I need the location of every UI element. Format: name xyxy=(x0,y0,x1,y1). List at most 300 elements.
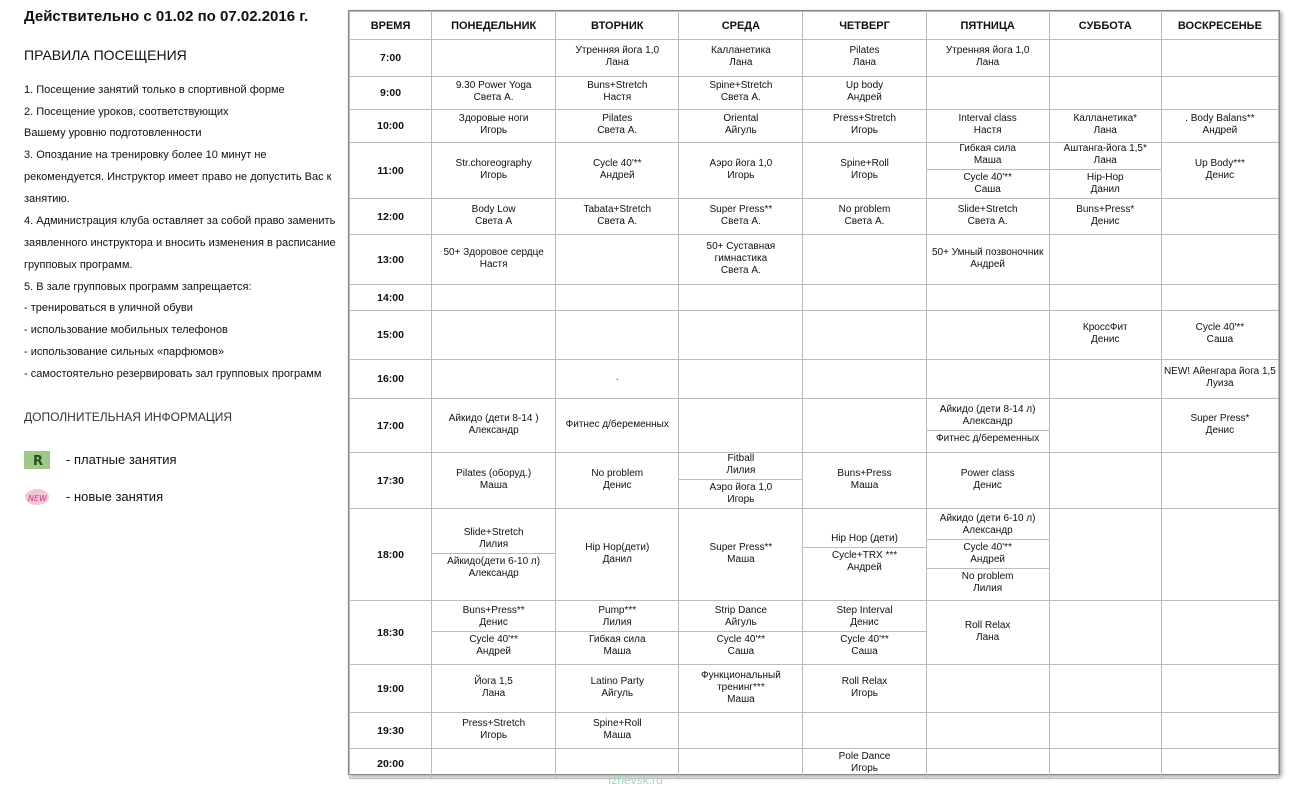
class-name: Body Low xyxy=(471,203,516,215)
instructor-name: Денис xyxy=(1091,334,1120,345)
instructor-name: Саша xyxy=(1206,334,1234,345)
instructor-name: Андрей xyxy=(476,646,512,657)
class-cell xyxy=(432,110,556,143)
instructor-name: Андрей xyxy=(970,258,1006,270)
instructor-name: Андрей xyxy=(847,562,882,573)
class-cell xyxy=(1161,713,1278,749)
class-name: Up Body*** xyxy=(1194,157,1245,169)
class-name: No problem xyxy=(591,467,644,479)
class-cell xyxy=(556,601,679,665)
rule-line: рекомендуется. Инструктор имеет право не допустить Вас к xyxy=(24,171,332,183)
rule-line: заявленного инструктора и вносить изменения в расписание xyxy=(24,237,336,249)
instructor-name: Айгуль xyxy=(601,687,634,699)
class-name: Spine+Roll xyxy=(592,717,642,729)
header-cell: ВТОРНИК xyxy=(556,12,679,40)
class-entry xyxy=(432,631,555,658)
class-cell xyxy=(1161,285,1278,311)
class-cell xyxy=(803,601,926,665)
class-cell xyxy=(926,665,1049,713)
class-cell xyxy=(1049,199,1161,235)
class-name: Buns+Press xyxy=(837,467,892,479)
instructor-name: Лана xyxy=(1093,155,1117,166)
class-entry xyxy=(556,419,678,431)
class-name: Pilates xyxy=(849,45,880,56)
rule-line: 2. Посещение уроков, соответствующих xyxy=(24,106,229,118)
instructor-name: Андрей xyxy=(970,553,1006,565)
class-cell xyxy=(803,143,926,199)
instructor-name: Александр xyxy=(468,568,519,579)
class-cell xyxy=(803,110,926,143)
class-entry xyxy=(556,676,678,700)
class-cell xyxy=(679,285,803,311)
instructor-name: Настя xyxy=(973,125,1002,136)
rules-panel xyxy=(0,0,340,789)
class-cell xyxy=(679,199,803,235)
instructor-name: Настя xyxy=(603,92,632,103)
class-entry xyxy=(432,468,555,492)
instructor-name: Денис xyxy=(1091,215,1120,227)
class-entry xyxy=(679,45,802,69)
schedule-row xyxy=(350,199,1279,235)
class-cell xyxy=(803,235,926,285)
class-name: Hip Hop (дети) xyxy=(831,533,898,544)
class-cell xyxy=(556,399,679,453)
class-entry xyxy=(1050,204,1161,228)
class-cell xyxy=(679,399,803,453)
instructor-name: Александр xyxy=(468,424,519,436)
class-cell xyxy=(556,77,679,110)
class-entry xyxy=(803,631,925,658)
class-name: Айкидо (дети 8-14 ) xyxy=(448,412,539,424)
class-cell xyxy=(679,77,803,110)
class-entry xyxy=(803,751,925,775)
class-cell xyxy=(432,749,556,779)
class-name: . Body Balans** xyxy=(1185,113,1255,124)
svg-text:NEW: NEW xyxy=(28,494,47,503)
class-cell xyxy=(803,285,926,311)
class-name: Up body xyxy=(845,80,884,91)
class-cell xyxy=(803,509,926,601)
class-entry xyxy=(803,204,925,228)
instructor-name: Денис xyxy=(1205,169,1235,181)
class-cell xyxy=(926,285,1049,311)
instructor-name: Лана xyxy=(729,57,753,68)
class-cell xyxy=(1049,665,1161,713)
class-entry xyxy=(556,113,678,137)
class-cell xyxy=(556,143,679,199)
class-entry xyxy=(556,605,678,629)
class-name: 9.30 Power Yoga xyxy=(455,80,532,91)
instructor-name: Света А. xyxy=(720,92,761,103)
instructor-name: Денис xyxy=(973,479,1002,491)
class-cell xyxy=(679,665,803,713)
instructor-name: Саша xyxy=(974,184,1001,195)
time-cell: 11:00 xyxy=(350,143,432,199)
class-cell xyxy=(1049,143,1161,199)
class-name: Калланетика xyxy=(711,45,771,56)
class-entry xyxy=(1050,322,1161,346)
class-cell xyxy=(556,110,679,143)
class-cell xyxy=(432,399,556,453)
rule-line: - использование сильных «парфюмов» xyxy=(24,346,225,358)
instructor-name: Луиза xyxy=(1206,378,1234,389)
class-cell xyxy=(1161,360,1278,399)
class-entry xyxy=(927,204,1049,228)
instructor-name: Игорь xyxy=(480,125,508,136)
schedule-row xyxy=(350,235,1279,285)
class-cell xyxy=(432,199,556,235)
instructor-name: Лана xyxy=(976,57,1000,68)
instructor-name: Данил xyxy=(602,553,632,565)
class-name: Super Press** xyxy=(709,541,773,553)
class-name: Фитнес д/беременных xyxy=(936,433,1040,444)
class-entry xyxy=(803,468,925,492)
class-name: No problem xyxy=(961,570,1014,582)
class-name: Cycle 40'** xyxy=(716,634,766,645)
class-entry xyxy=(803,45,925,69)
class-entry xyxy=(432,527,555,551)
time-cell: 16:00 xyxy=(350,360,432,399)
class-cell xyxy=(556,453,679,509)
watermark: Izhevsk.ru xyxy=(608,773,663,787)
class-entry xyxy=(927,169,1049,196)
class-entry xyxy=(556,45,678,69)
class-cell xyxy=(679,749,803,779)
time-cell: 17:30 xyxy=(350,453,432,509)
class-entry xyxy=(556,631,678,658)
time-cell: 13:00 xyxy=(350,235,432,285)
instructor-name: Данил xyxy=(1090,184,1120,195)
rule-line: 1. Посещение занятий только в спортивной форме xyxy=(24,84,285,96)
class-entry xyxy=(679,241,802,277)
class-cell xyxy=(679,311,803,360)
class-cell xyxy=(1049,77,1161,110)
class-cell xyxy=(679,601,803,665)
instructor-name: Света А. xyxy=(720,264,761,276)
class-name: КроссФит xyxy=(1082,322,1128,333)
class-name: Функциональный тренинг*** xyxy=(700,669,781,693)
class-cell xyxy=(803,399,926,453)
class-entry xyxy=(432,247,555,271)
class-name: Здоровые ноги xyxy=(458,113,529,124)
class-name: Hip Hop(дети) xyxy=(585,541,650,553)
class-entry xyxy=(556,542,678,566)
class-entry xyxy=(556,372,678,384)
class-cell xyxy=(1049,40,1161,77)
class-name: Калланетика* xyxy=(1073,113,1138,124)
class-cell xyxy=(803,40,926,77)
class-name: Cycle 40'** xyxy=(469,634,518,645)
instructor-name: Денис xyxy=(850,617,879,628)
class-entry xyxy=(432,676,555,700)
class-cell xyxy=(432,235,556,285)
rules-title: ПРАВИЛА ПОСЕЩЕНИЯ xyxy=(24,47,187,63)
schedule-row xyxy=(350,749,1279,779)
class-cell xyxy=(1161,453,1278,509)
class-entry xyxy=(679,631,802,658)
class-cell xyxy=(1049,713,1161,749)
class-entry xyxy=(1162,413,1278,437)
instructor-name: Саша xyxy=(727,646,755,657)
class-name: Pole Dance xyxy=(838,750,891,762)
class-name: Cycle 40'** xyxy=(963,172,1012,183)
class-name: Cycle 40'** xyxy=(963,541,1012,553)
class-entry xyxy=(432,718,555,742)
class-cell xyxy=(1049,311,1161,360)
additional-info-title: ДОПОЛНИТЕЛЬНАЯ ИНФОРМАЦИЯ xyxy=(24,410,232,424)
class-cell xyxy=(679,509,803,601)
instructor-name: Маша xyxy=(603,729,632,741)
time-cell: 15:00 xyxy=(350,311,432,360)
class-cell xyxy=(1049,749,1161,779)
class-name: Tabata+Stretch xyxy=(583,203,652,215)
rule-line: - самостоятельно резервировать зал групповых программ xyxy=(24,368,322,380)
class-cell xyxy=(926,601,1049,665)
instructor-name: Маша xyxy=(973,155,1002,166)
class-cell xyxy=(432,360,556,399)
class-cell xyxy=(1161,311,1278,360)
instructor-name: Света А. xyxy=(844,215,885,227)
class-entry xyxy=(927,568,1049,595)
class-name: Fitball xyxy=(727,453,755,464)
class-cell xyxy=(1161,509,1278,601)
time-cell: 19:30 xyxy=(350,713,432,749)
class-cell xyxy=(1049,399,1161,453)
class-cell xyxy=(556,713,679,749)
time-cell: 19:00 xyxy=(350,665,432,713)
header-cell: ЧЕТВЕРГ xyxy=(803,12,926,40)
class-name: Oriental xyxy=(723,113,759,124)
class-name: Super Press** xyxy=(709,203,773,215)
class-entry xyxy=(1162,158,1278,182)
header-cell: ПЯТНИЦА xyxy=(926,12,1049,40)
class-name: Buns+Press** xyxy=(462,605,525,616)
legend-paid-text: - платные занятия xyxy=(66,452,177,467)
class-entry xyxy=(432,113,555,137)
time-cell: 17:00 xyxy=(350,399,432,453)
instructor-name: Денис xyxy=(603,479,632,491)
instructor-name: Лана xyxy=(482,687,506,699)
class-name: Айкидо (дети 8-14 л) xyxy=(939,404,1036,415)
instructor-name: Маша xyxy=(479,479,508,491)
rule-line: 4. Администрация клуба оставляет за собой право заменить xyxy=(24,215,336,227)
validity-title: Действительно с 01.02 по 07.02.2016 г. xyxy=(24,8,309,25)
class-cell xyxy=(926,199,1049,235)
class-entry xyxy=(927,143,1049,167)
class-entry xyxy=(679,542,802,566)
instructor-name: Лана xyxy=(852,57,877,68)
class-cell xyxy=(432,143,556,199)
class-cell xyxy=(1161,665,1278,713)
class-name: Pilates xyxy=(602,113,633,124)
class-cell xyxy=(926,453,1049,509)
class-name: Айкидо(дети 6-10 л) xyxy=(447,556,541,567)
class-cell xyxy=(803,665,926,713)
class-name: Утренняя йога 1,0 xyxy=(575,45,660,56)
class-cell xyxy=(926,399,1049,453)
class-cell xyxy=(926,749,1049,779)
time-cell: 7:00 xyxy=(350,40,432,77)
class-entry xyxy=(432,204,555,228)
schedule-row xyxy=(350,665,1279,713)
schedule-row xyxy=(350,509,1279,601)
instructor-name: Маша xyxy=(727,553,755,565)
class-entry xyxy=(803,676,925,700)
instructor-name: Маша xyxy=(603,646,632,657)
instructor-name: Игорь xyxy=(727,494,755,505)
class-name: Hip-Hop xyxy=(1086,172,1124,183)
class-entry xyxy=(556,158,678,182)
instructor-name: Света А xyxy=(475,215,513,227)
rule-line: 5. В зале групповых программ запрещается: xyxy=(24,281,252,293)
instructor-name: Света А. xyxy=(597,215,638,227)
rule-line: занятию. xyxy=(24,193,70,205)
instructor-name: Маша xyxy=(850,479,879,491)
class-cell xyxy=(1161,40,1278,77)
class-cell xyxy=(1049,453,1161,509)
class-entry xyxy=(556,204,678,228)
header-cell: ПОНЕДЕЛЬНИК xyxy=(432,12,556,40)
class-name: 50+ Умный позвоночник xyxy=(931,246,1044,258)
instructor-name: Света А. xyxy=(720,215,761,227)
class-name: NEW! Айенгара йога 1,5 xyxy=(1163,366,1276,377)
instructor-name: Саша xyxy=(851,646,878,657)
time-cell: 12:00 xyxy=(350,199,432,235)
time-cell: 20:00 xyxy=(350,749,432,779)
class-cell xyxy=(679,453,803,509)
instructor-name: Игорь xyxy=(727,169,755,181)
class-entry xyxy=(679,605,802,629)
class-entry xyxy=(927,620,1049,644)
class-cell xyxy=(556,199,679,235)
class-name: Press+Stretch xyxy=(832,113,897,124)
class-cell xyxy=(926,360,1049,399)
class-name: Cycle 40'** xyxy=(1195,322,1245,333)
instructor-name: Игорь xyxy=(851,125,878,136)
legend-new-text: - новые занятия xyxy=(66,489,164,504)
class-name: Press+Stretch xyxy=(462,717,526,729)
class-name: Buns+Stretch xyxy=(587,80,648,91)
header-row xyxy=(350,12,1279,40)
instructor-name: Настя xyxy=(479,258,508,270)
class-cell xyxy=(556,285,679,311)
class-name: Cycle+TRX *** xyxy=(831,550,898,561)
schedule-row xyxy=(350,110,1279,143)
class-name: Roll Relax xyxy=(841,675,888,687)
rule-line: Вашему уровню подготовленности xyxy=(24,127,202,139)
class-entry xyxy=(679,113,802,137)
rule-line: - тренироваться в уличной обуви xyxy=(24,302,193,314)
instructor-name: Игорь xyxy=(480,729,508,741)
instructor-name: Лилия xyxy=(479,539,509,550)
class-name: Cycle 40'** xyxy=(840,634,889,645)
class-cell xyxy=(432,665,556,713)
class-cell xyxy=(1161,77,1278,110)
svg-text:R: R xyxy=(33,454,44,469)
class-cell xyxy=(1161,749,1278,779)
class-name: Pump*** xyxy=(598,605,637,616)
class-cell xyxy=(803,77,926,110)
class-name: Spine+Stretch xyxy=(709,80,773,91)
class-name: . xyxy=(615,372,619,383)
class-entry xyxy=(679,479,802,506)
class-entry xyxy=(927,113,1049,137)
schedule-row xyxy=(350,360,1279,399)
class-cell xyxy=(432,285,556,311)
instructor-name: Лана xyxy=(976,631,1000,643)
instructor-name: Денис xyxy=(479,617,508,628)
instructor-name: Света А. xyxy=(473,92,514,103)
class-entry xyxy=(927,430,1049,445)
schedule-row xyxy=(350,453,1279,509)
rule-line: 3. Опоздание на тренировку более 10 минут не xyxy=(24,149,267,161)
class-cell xyxy=(679,40,803,77)
instructor-name: Денис xyxy=(1205,424,1235,436)
class-cell xyxy=(926,40,1049,77)
class-cell xyxy=(556,360,679,399)
header-cell: СУББОТА xyxy=(1049,12,1161,40)
instructor-name: Игорь xyxy=(851,687,878,699)
instructor-name: Игорь xyxy=(480,169,508,181)
class-cell xyxy=(926,77,1049,110)
instructor-name: Игорь xyxy=(851,762,878,774)
class-entry xyxy=(1050,113,1161,137)
class-cell xyxy=(556,509,679,601)
class-name: Super Press* xyxy=(1190,412,1250,424)
class-entry xyxy=(1050,169,1161,196)
class-entry xyxy=(927,404,1049,428)
time-cell: 18:30 xyxy=(350,601,432,665)
class-entry xyxy=(679,80,802,104)
class-cell xyxy=(803,749,926,779)
schedule-row xyxy=(350,77,1279,110)
class-cell xyxy=(926,311,1049,360)
class-cell xyxy=(556,235,679,285)
class-entry xyxy=(803,547,925,574)
rule-line: групповых программ. xyxy=(24,259,133,271)
class-cell xyxy=(926,509,1049,601)
class-cell xyxy=(432,77,556,110)
instructor-name: Света А. xyxy=(597,125,638,136)
class-cell xyxy=(803,360,926,399)
class-cell xyxy=(803,453,926,509)
instructor-name: Андрей xyxy=(599,169,635,181)
schedule-row xyxy=(350,399,1279,453)
class-name: Spine+Roll xyxy=(840,157,889,169)
class-cell xyxy=(679,143,803,199)
instructor-name: Андрей xyxy=(1202,125,1238,136)
class-entry xyxy=(927,45,1049,69)
class-name: Pilates (оборуд.) xyxy=(456,467,532,479)
class-name: Аэро йога 1,0 xyxy=(709,482,773,493)
class-name: Strip Dance xyxy=(714,605,768,616)
instructor-name: Лилия xyxy=(973,582,1003,594)
class-entry xyxy=(803,158,925,182)
class-entry xyxy=(556,468,678,492)
schedule-row xyxy=(350,285,1279,311)
class-cell xyxy=(1161,601,1278,665)
class-entry xyxy=(927,468,1049,492)
class-entry xyxy=(803,80,925,104)
class-cell xyxy=(1049,285,1161,311)
class-entry xyxy=(432,80,555,104)
class-name: Slide+Stretch xyxy=(463,527,524,538)
class-entry xyxy=(432,413,555,437)
class-cell xyxy=(1161,143,1278,199)
class-name: Фитнес д/беременных xyxy=(565,418,669,430)
class-name: Roll Relax xyxy=(964,619,1011,631)
instructor-name: Лилия xyxy=(726,465,756,476)
